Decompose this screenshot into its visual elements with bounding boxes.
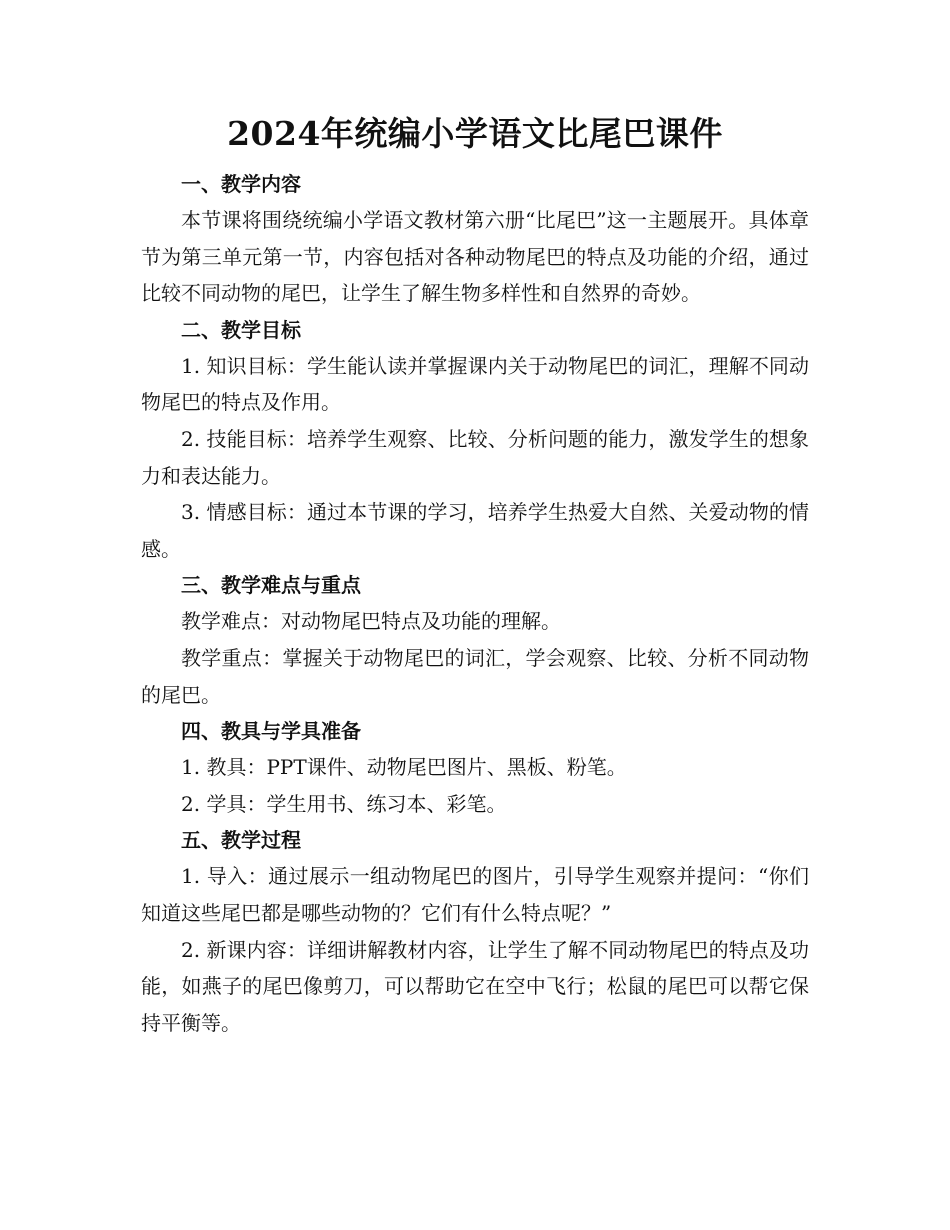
- document-page: [141, 110, 809, 1041]
- paragraph: 1. 知识目标：学生能认读并掌握课内关于动物尾巴的词汇，理解不同动物尾巴的特点及作用。: [141, 353, 809, 415]
- section-heading: 二、教学目标: [181, 317, 301, 342]
- paragraph: 1. 教具：PPT课件、动物尾巴图片、黑板、粉笔。: [181, 755, 627, 780]
- section-teaching-objectives: [141, 312, 809, 568]
- section-heading: 一、教学内容: [181, 172, 301, 196]
- paragraph: 2. 学具：学生用书、练习本、彩笔。: [181, 791, 507, 816]
- paragraph: 本节课将围绕统编小学语文教材第六册“比尾巴”这一主题展开。具体章节为第三单元第一节，内容包括对各种动物尾巴的特点及功能的介绍，通过比较不同动物的尾巴，让学生了解生物多样性和自然界的奇妙。: [141, 208, 809, 306]
- section-heading: 五、教学过程: [181, 828, 301, 853]
- section-teaching-content: [141, 166, 809, 312]
- paragraph: 1. 导入：通过展示一组动物尾巴的图片，引导学生观察并提问：“你们知道这些尾巴都是哪些动物的？它们有什么特点呢？”: [141, 864, 809, 925]
- section-difficulties-and-key-points: [141, 567, 809, 713]
- document-title: 2024年统编小学语文比尾巴课件: [227, 114, 723, 153]
- paragraph: 3. 情感目标：通过本节课的学习，培养学生热爱大自然、关爱动物的情感。: [141, 500, 809, 561]
- paragraph: 教学难点：对动物尾巴特点及功能的理解。: [181, 609, 561, 634]
- paragraph: 2. 技能目标：培养学生观察、比较、分析问题的能力，激发学生的想象力和表达能力。: [141, 426, 809, 488]
- paragraph: 2. 新课内容：详细讲解教材内容，让学生了解不同动物尾巴的特点及功能，如燕子的尾巴像剪刀，可以帮助它在空中飞行；松鼠的尾巴可以帮它保持平衡等。: [141, 937, 809, 1035]
- section-heading: 三、教学难点与重点: [181, 573, 361, 598]
- section-teaching-process: [141, 822, 809, 1041]
- paragraph: 教学重点：掌握关于动物尾巴的词汇，学会观察、比较、分析不同动物的尾巴。: [141, 645, 809, 707]
- section-teaching-aids: [141, 713, 809, 822]
- section-heading: 四、教具与学具准备: [181, 719, 361, 744]
